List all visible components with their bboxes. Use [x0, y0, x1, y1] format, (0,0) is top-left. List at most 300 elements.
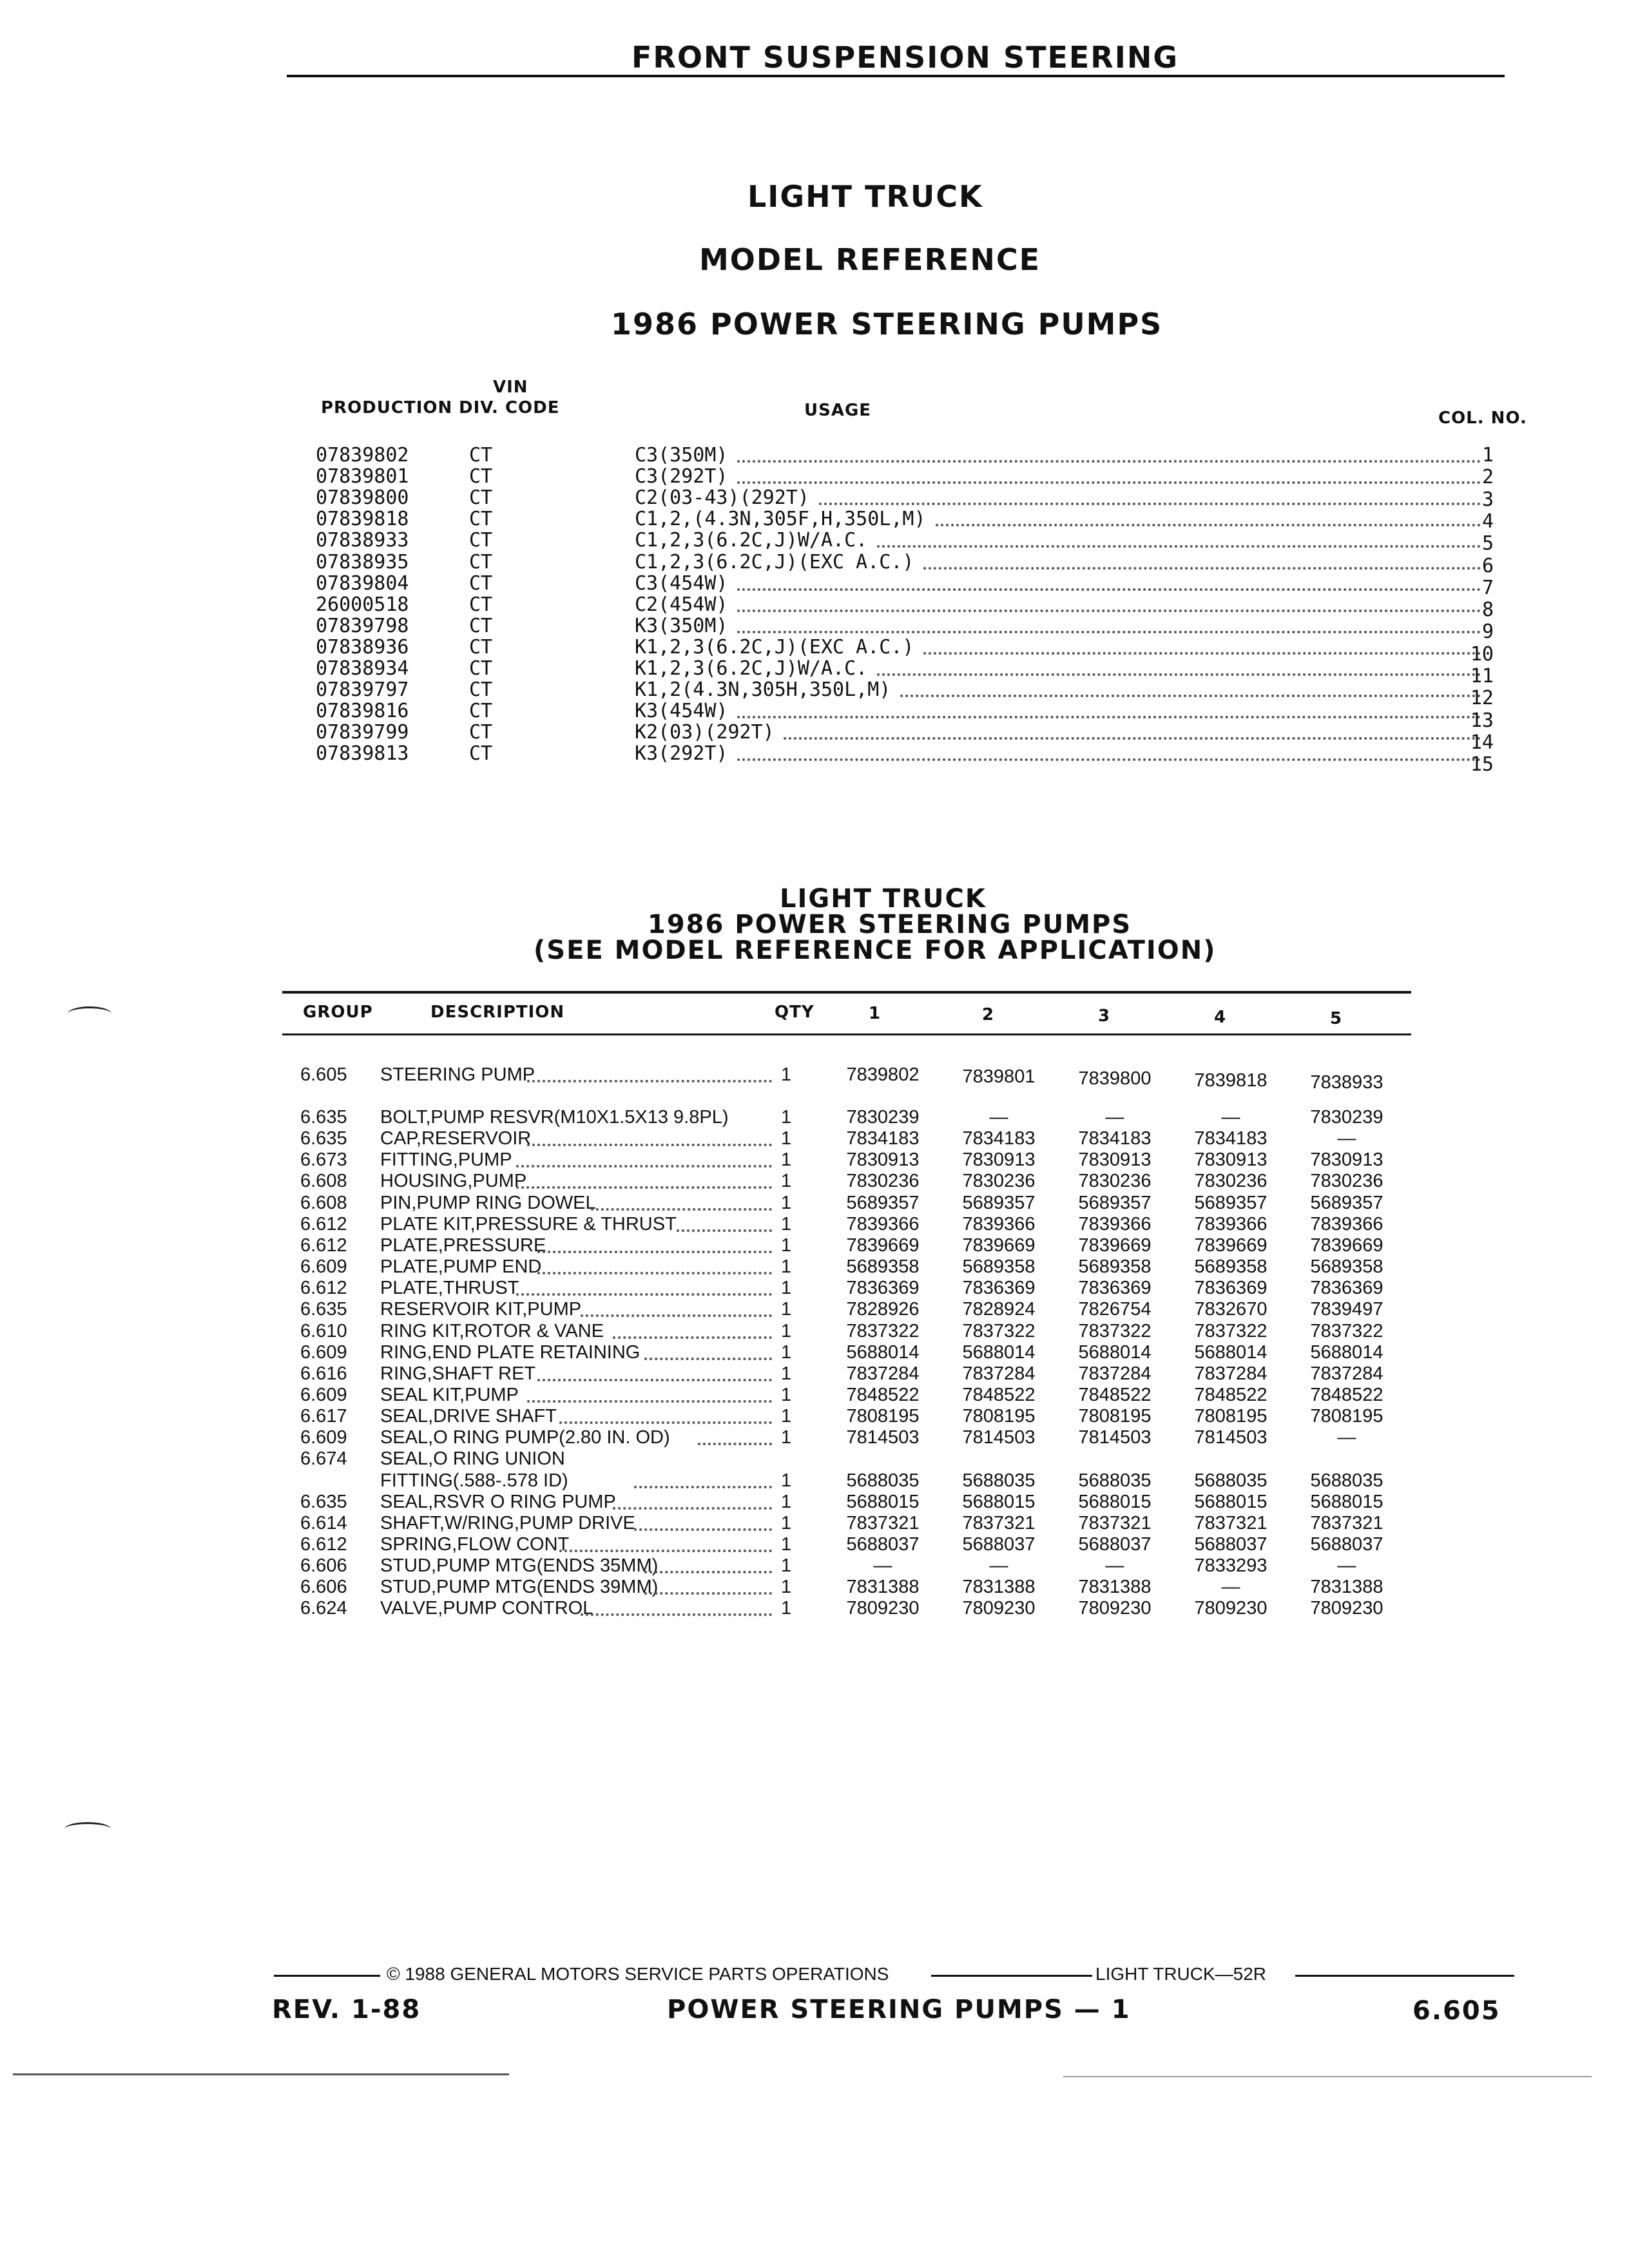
- part-number-col-3: 7839366: [1078, 1213, 1152, 1235]
- part-number-col-2: 5688014: [962, 1341, 1036, 1363]
- column-number: 4: [1481, 510, 1494, 533]
- quantity: 1: [781, 1491, 792, 1512]
- part-number-col-2: 5689358: [962, 1256, 1036, 1278]
- model-ref-row: [0, 635, 1629, 666]
- column-number: 10: [1470, 642, 1494, 666]
- usage-text: K3(350M): [635, 614, 728, 637]
- part-description: FITTING,PUMP: [380, 1149, 512, 1171]
- model-ref-title-line-3: 1986 POWER STEERING PUMPS: [611, 307, 1163, 341]
- production-number: 07838934: [316, 657, 409, 680]
- part-number-col-3: 7839669: [1078, 1235, 1152, 1256]
- part-number-col-2: 7848522: [962, 1384, 1036, 1405]
- part-description: PLATE,THRUST: [380, 1278, 519, 1299]
- part-number-col-2: —: [989, 1555, 1008, 1577]
- usage-text: K1,2(4.3N,305H,350L,M): [635, 678, 891, 702]
- part-number-col-3: 5688035: [1078, 1470, 1152, 1491]
- model-ref-row: [0, 445, 1629, 466]
- part-number-col-2: 7814503: [962, 1427, 1036, 1448]
- quantity: 1: [781, 1299, 792, 1320]
- table-row: [0, 1235, 1629, 1256]
- quantity: 1: [781, 1235, 792, 1256]
- dot-leader: [737, 481, 1481, 484]
- dot-leader: [613, 1336, 772, 1339]
- column-number: 1: [1481, 444, 1494, 466]
- table-row: [0, 1149, 1629, 1171]
- production-number: 07838936: [316, 635, 409, 658]
- model-ref-row: [0, 593, 1629, 622]
- part-number-col-3: 7836369: [1078, 1278, 1152, 1299]
- part-number-col-4: 7837321: [1194, 1512, 1268, 1533]
- parts-title-line-1: LIGHT TRUCK: [780, 884, 987, 914]
- column-number: 14: [1470, 731, 1494, 754]
- column-number: 2: [1481, 466, 1494, 489]
- part-description: PLATE,PRESSURE: [380, 1235, 546, 1256]
- part-number-col-1: 7814503: [846, 1427, 920, 1448]
- part-number-col-1: 7839802: [846, 1064, 920, 1085]
- table-row: [0, 1064, 1629, 1093]
- part-number-col-5: —: [1337, 1427, 1356, 1448]
- usage-text: C2(454W): [635, 593, 728, 616]
- column-number: 9: [1481, 620, 1494, 644]
- table-row: [0, 1321, 1629, 1342]
- quantity: 1: [781, 1128, 792, 1149]
- quantity: 1: [781, 1278, 792, 1299]
- part-number-col-2: 7830236: [962, 1171, 1036, 1192]
- part-number-col-1: 7839366: [846, 1213, 920, 1235]
- model-ref-row: [0, 486, 1629, 511]
- usage-text: C1,2,3(6.2C,J)W/A.C.: [635, 529, 868, 552]
- part-description: SEAL,O RING UNION: [380, 1448, 565, 1470]
- div-code: CT: [469, 721, 493, 744]
- div-code: CT: [469, 550, 493, 573]
- div-code: CT: [469, 444, 493, 466]
- dot-leader: [698, 1443, 772, 1445]
- quantity: 1: [781, 1512, 792, 1533]
- group-code: 6.635: [300, 1128, 347, 1149]
- div-code: CT: [469, 635, 493, 658]
- part-number-col-5: 7839669: [1310, 1235, 1383, 1256]
- part-number-col-1: 7837322: [846, 1320, 920, 1341]
- part-number-col-3: 7830236: [1078, 1171, 1152, 1192]
- table-row: [0, 1278, 1629, 1299]
- part-description: SPRING,FLOW CONT: [380, 1534, 570, 1555]
- table-row: [0, 1214, 1629, 1235]
- dot-leader: [516, 1165, 772, 1168]
- column-number: 15: [1470, 753, 1494, 776]
- production-number: 07839801: [316, 465, 409, 488]
- group-code: 6.617: [300, 1406, 347, 1427]
- part-number-col-5: 5689358: [1310, 1256, 1383, 1278]
- part-number-col-4: 5688035: [1194, 1470, 1268, 1491]
- div-code: CT: [469, 657, 493, 680]
- footer-section-title: POWER STEERING PUMPS — 1: [667, 1995, 1131, 2024]
- part-number-col-4: 5689357: [1194, 1192, 1268, 1213]
- column-number: 6: [1481, 554, 1494, 577]
- dot-leader: [559, 1550, 772, 1552]
- part-number-col-5: 7808195: [1310, 1406, 1383, 1427]
- qty-header: QTY: [775, 1003, 815, 1022]
- part-description: SEAL,RSVR O RING PUMP: [380, 1491, 616, 1512]
- part-description: HOUSING,PUMP: [380, 1171, 527, 1192]
- part-number-col-4: 7814503: [1194, 1427, 1268, 1448]
- dot-leader: [877, 545, 1481, 548]
- table-row: [0, 1107, 1629, 1128]
- model-ref-row: [0, 614, 1629, 644]
- column-number: 8: [1481, 599, 1494, 622]
- col-1-header: 1: [869, 1004, 882, 1023]
- part-number-col-5: —: [1337, 1128, 1356, 1149]
- group-code: 6.612: [300, 1213, 347, 1235]
- part-number-col-1: 7836369: [846, 1278, 920, 1299]
- part-description: PLATE,PUMP END: [380, 1256, 542, 1278]
- part-number-col-4: 5688014: [1194, 1341, 1268, 1363]
- model-ref-row: [0, 657, 1629, 687]
- part-number-col-1: 7831388: [846, 1577, 920, 1598]
- column-number: 5: [1481, 532, 1494, 555]
- part-number-col-1: 7837284: [846, 1363, 920, 1384]
- part-number-col-1: 5688015: [846, 1491, 920, 1512]
- quantity: 1: [781, 1064, 792, 1085]
- part-number-col-1: 7848522: [846, 1384, 920, 1405]
- part-number-col-3: 7837321: [1078, 1512, 1152, 1533]
- production-number: 07839804: [316, 572, 409, 595]
- part-number-col-1: 7828926: [846, 1299, 920, 1320]
- part-number-col-1: 5688014: [846, 1341, 920, 1363]
- part-number-col-3: 5688014: [1078, 1341, 1152, 1363]
- usage-text: K2(03)(292T): [635, 721, 775, 744]
- part-number-col-3: 7837322: [1078, 1320, 1152, 1341]
- bottom-scan-rule: [13, 2073, 509, 2075]
- part-number-col-4: 7837284: [1194, 1363, 1268, 1384]
- group-code: 6.635: [300, 1107, 347, 1128]
- part-number-col-3: 7809230: [1078, 1598, 1152, 1619]
- dot-leader: [537, 1379, 772, 1381]
- dot-leader: [877, 673, 1481, 676]
- part-number-col-5: 7837284: [1310, 1363, 1383, 1384]
- table-row: [0, 1427, 1629, 1448]
- part-number-col-1: 5689358: [846, 1256, 920, 1278]
- parts-title-line-2: 1986 POWER STEERING PUMPS: [648, 910, 1132, 939]
- part-number-col-4: 7833293: [1194, 1555, 1268, 1577]
- part-number-col-5: 7830236: [1310, 1171, 1383, 1192]
- table-row: [0, 1577, 1629, 1598]
- group-code: 6.635: [300, 1491, 347, 1512]
- part-number-col-1: 7837321: [846, 1512, 920, 1533]
- part-number-col-4: 5688037: [1194, 1534, 1268, 1555]
- table-row: [0, 1470, 1629, 1492]
- part-number-col-4: 5689358: [1194, 1256, 1268, 1278]
- group-code: 6.606: [300, 1555, 347, 1577]
- group-code: 6.635: [300, 1299, 347, 1320]
- div-code: CT: [469, 593, 493, 616]
- group-code: 6.624: [300, 1598, 347, 1619]
- dot-leader: [923, 567, 1481, 570]
- part-number-col-5: 7837322: [1310, 1320, 1383, 1341]
- production-number: 07839800: [316, 486, 409, 510]
- production-number: 07839797: [316, 678, 409, 702]
- part-number-col-4: 7837322: [1194, 1320, 1268, 1341]
- footer-series: LIGHT TRUCK—52R: [1095, 1964, 1267, 1984]
- div-code: CT: [469, 465, 493, 488]
- dot-leader: [516, 1186, 772, 1189]
- dot-leader: [819, 503, 1481, 505]
- part-number-col-3: 7808195: [1078, 1406, 1152, 1427]
- footer-copyright: © 1988 GENERAL MOTORS SERVICE PARTS OPERATIONS: [387, 1964, 889, 1984]
- column-number: 7: [1481, 576, 1494, 599]
- part-number-col-5: 7839497: [1310, 1299, 1383, 1320]
- part-number-col-3: 7826754: [1078, 1299, 1152, 1320]
- group-code: 6.612: [300, 1235, 347, 1256]
- part-number-col-4: 7839669: [1194, 1235, 1268, 1256]
- model-ref-row: [0, 529, 1629, 555]
- usage-text: C3(292T): [635, 465, 728, 488]
- part-number-col-1: 7839669: [846, 1235, 920, 1256]
- group-code: 6.608: [300, 1171, 347, 1192]
- part-number-col-1: 7808195: [846, 1406, 920, 1427]
- header-rule: [287, 75, 1505, 77]
- vin-header: VIN: [493, 378, 528, 397]
- part-number-col-2: 7831388: [962, 1577, 1036, 1598]
- dot-leader: [644, 1571, 772, 1573]
- production-number: 07838935: [316, 550, 409, 573]
- part-number-col-1: 7830236: [846, 1171, 920, 1192]
- dot-leader: [527, 1080, 772, 1082]
- part-description: FITTING(.588-.578 ID): [380, 1470, 568, 1491]
- quantity: 1: [781, 1555, 792, 1577]
- quantity: 1: [781, 1598, 792, 1619]
- part-number-col-2: 7839366: [962, 1213, 1036, 1235]
- dot-leader: [644, 1592, 772, 1595]
- quantity: 1: [781, 1320, 792, 1341]
- part-number-col-2: 7837321: [962, 1512, 1036, 1533]
- part-number-col-2: 7809230: [962, 1598, 1036, 1619]
- quantity: 1: [781, 1577, 792, 1598]
- table-row: [0, 1448, 1629, 1470]
- model-ref-title-line-2: MODEL REFERENCE: [699, 242, 1041, 277]
- part-number-col-3: 5689357: [1078, 1192, 1152, 1213]
- column-number: 13: [1470, 709, 1494, 732]
- part-description: PLATE KIT,PRESSURE & THRUST: [380, 1213, 677, 1235]
- part-number-col-3: 7848522: [1078, 1384, 1152, 1405]
- part-number-col-2: 7808195: [962, 1406, 1036, 1427]
- production-number: 07839818: [316, 508, 409, 531]
- part-number-col-4: 5688015: [1194, 1491, 1268, 1512]
- div-code: CT: [469, 614, 493, 637]
- group-code: 6.609: [300, 1341, 347, 1363]
- part-number-col-4: —: [1221, 1577, 1240, 1598]
- group-code: 6.608: [300, 1192, 347, 1213]
- usage-text: C2(03-43)(292T): [635, 486, 809, 510]
- quantity: 1: [781, 1192, 792, 1213]
- table-row: [0, 1513, 1629, 1534]
- div-code: CT: [469, 572, 493, 595]
- part-number-col-5: 7839366: [1310, 1213, 1383, 1235]
- usage-text: K1,2,3(6.2C,J)W/A.C.: [635, 657, 868, 680]
- quantity: 1: [781, 1406, 792, 1427]
- col-2-header: 2: [982, 1005, 995, 1024]
- part-number-col-5: 7848522: [1310, 1384, 1383, 1405]
- part-number-col-3: 7830913: [1078, 1149, 1152, 1171]
- footer-rule-mid: [931, 1975, 1092, 1977]
- dot-leader: [613, 1507, 772, 1510]
- div-code: CT: [469, 678, 493, 702]
- part-number-col-2: 7830913: [962, 1149, 1036, 1171]
- part-description: SHAFT,W/RING,PUMP DRIVE: [380, 1512, 635, 1533]
- part-description: VALVE,PUMP CONTROL: [380, 1598, 593, 1619]
- model-ref-title-line-1: LIGHT TRUCK: [747, 179, 983, 214]
- dot-leader: [737, 716, 1481, 718]
- column-number: 12: [1470, 687, 1494, 710]
- part-number-col-2: 5689357: [962, 1192, 1036, 1213]
- usage-text: K3(454W): [635, 700, 728, 723]
- dot-leader: [737, 631, 1481, 633]
- part-number-col-5: 7830913: [1310, 1149, 1383, 1171]
- part-number-col-2: 7828924: [962, 1299, 1036, 1320]
- col-5-header: 5: [1330, 1009, 1343, 1028]
- div-code: CT: [469, 742, 493, 765]
- part-number-col-5: 5688035: [1310, 1470, 1383, 1491]
- production-number: 07839802: [316, 444, 409, 466]
- usage-text: C1,2,(4.3N,305F,H,350L,M): [635, 508, 926, 531]
- part-description: SEAL,O RING PUMP(2.80 IN. OD): [380, 1427, 670, 1448]
- table-row: [0, 1299, 1629, 1320]
- dot-leader: [559, 1421, 772, 1424]
- table-row: [0, 1171, 1629, 1192]
- part-number-col-4: 7834183: [1194, 1128, 1268, 1149]
- part-number-col-2: —: [989, 1107, 1008, 1128]
- part-number-col-5: 5689357: [1310, 1192, 1383, 1213]
- table-row: [0, 1363, 1629, 1385]
- part-number-col-2: 7834183: [962, 1128, 1036, 1149]
- dot-leader: [784, 737, 1481, 740]
- footer-page-number: 6.605: [1412, 1996, 1501, 2026]
- model-ref-row: [0, 508, 1629, 533]
- usage-text: K3(292T): [635, 742, 728, 765]
- dot-leader: [581, 1314, 772, 1317]
- quantity: 1: [781, 1470, 792, 1491]
- bottom-scan-rule-right: [1063, 2076, 1592, 2077]
- part-number-col-1: 5688035: [846, 1470, 920, 1491]
- dot-leader: [634, 1528, 772, 1531]
- part-number-col-5: 5688015: [1310, 1491, 1383, 1512]
- div-code: CT: [469, 529, 493, 552]
- table-row: [0, 1342, 1629, 1363]
- part-number-col-5: 7831388: [1310, 1577, 1383, 1598]
- dot-leader: [537, 1251, 772, 1253]
- dot-leader: [677, 1229, 772, 1232]
- div-code: CT: [469, 486, 493, 510]
- dot-leader: [900, 695, 1481, 697]
- part-number-col-3: 5688037: [1078, 1534, 1152, 1555]
- production-number: 07839813: [316, 742, 409, 765]
- quantity: 1: [781, 1256, 792, 1278]
- usage-text: C3(454W): [635, 572, 728, 595]
- part-number-col-4: 7809230: [1194, 1598, 1268, 1619]
- part-description: RING,SHAFT RET: [380, 1363, 536, 1384]
- part-number-col-4: 7848522: [1194, 1384, 1268, 1405]
- part-number-col-1: —: [873, 1555, 892, 1577]
- part-number-col-1: 5689357: [846, 1192, 920, 1213]
- production-number: 26000518: [316, 593, 409, 616]
- part-description: SEAL,DRIVE SHAFT: [380, 1406, 557, 1427]
- table-row: [0, 1193, 1629, 1214]
- part-number-col-2: 7839669: [962, 1235, 1036, 1256]
- footer-revision: REV. 1-88: [272, 1995, 421, 2024]
- part-number-col-3: 5688015: [1078, 1491, 1152, 1512]
- part-description: RESERVOIR KIT,PUMP: [380, 1299, 582, 1320]
- part-description: RING,END PLATE RETAINING: [380, 1341, 641, 1363]
- quantity: 1: [781, 1171, 792, 1192]
- table-row: [0, 1555, 1629, 1577]
- part-number-col-3: 7814503: [1078, 1427, 1152, 1448]
- parts-title-line-3: (SEE MODEL REFERENCE FOR APPLICATION): [534, 936, 1217, 965]
- dot-leader: [516, 1293, 772, 1296]
- group-code: 6.612: [300, 1278, 347, 1299]
- group-code: 6.606: [300, 1577, 347, 1598]
- dot-leader: [923, 652, 1481, 655]
- col-4-header: 4: [1214, 1008, 1227, 1027]
- model-ref-row: [0, 550, 1629, 577]
- column-number: 11: [1470, 665, 1494, 687]
- group-code: 6.614: [300, 1512, 347, 1533]
- dot-leader: [591, 1208, 772, 1211]
- dot-leader: [737, 610, 1481, 612]
- quantity: 1: [781, 1427, 792, 1448]
- dot-leader: [634, 1486, 772, 1488]
- usage-header: USAGE: [804, 401, 872, 420]
- part-number-col-1: 7830913: [846, 1149, 920, 1171]
- quantity: 1: [781, 1107, 792, 1128]
- part-number-col-2: 5688035: [962, 1470, 1036, 1491]
- table-row: [0, 1385, 1629, 1406]
- part-number-col-3: 7834183: [1078, 1128, 1152, 1149]
- table-row: [0, 1534, 1629, 1555]
- part-number-col-3: 5689358: [1078, 1256, 1152, 1278]
- model-ref-row: [0, 678, 1629, 710]
- part-number-col-4: 7832670: [1194, 1299, 1268, 1320]
- column-number: 3: [1481, 488, 1494, 511]
- dot-leader: [527, 1144, 772, 1146]
- group-code: 6.609: [300, 1256, 347, 1278]
- part-number-col-1: 7834183: [846, 1128, 920, 1149]
- part-number-col-5: 7836369: [1310, 1278, 1383, 1299]
- dot-leader: [644, 1358, 772, 1360]
- part-number-col-2: 7839801: [962, 1066, 1036, 1087]
- group-code: 6.605: [300, 1064, 347, 1085]
- footer-rule-left: [274, 1975, 380, 1977]
- part-number-col-2: 7836369: [962, 1278, 1036, 1299]
- part-description: SEAL KIT,PUMP: [380, 1384, 519, 1405]
- part-number-col-2: 5688037: [962, 1534, 1036, 1555]
- production-number: 07838933: [316, 529, 409, 552]
- production-number: 07839799: [316, 721, 409, 744]
- group-code: 6.610: [300, 1320, 347, 1341]
- quantity: 1: [781, 1341, 792, 1363]
- dot-leader: [936, 524, 1481, 526]
- group-code: 6.609: [300, 1427, 347, 1448]
- div-code: CT: [469, 508, 493, 531]
- scan-mark: [64, 1822, 111, 1836]
- production-number: 07839798: [316, 614, 409, 637]
- footer-rule-right: [1295, 1975, 1514, 1977]
- scan-mark: [68, 1006, 111, 1021]
- part-number-col-4: 7808195: [1194, 1406, 1268, 1427]
- dot-leader: [527, 1400, 772, 1403]
- part-number-col-3: —: [1105, 1107, 1124, 1128]
- table-row: [0, 1492, 1629, 1513]
- part-description: CAP,RESERVOIR: [380, 1128, 532, 1149]
- model-ref-row: [0, 572, 1629, 599]
